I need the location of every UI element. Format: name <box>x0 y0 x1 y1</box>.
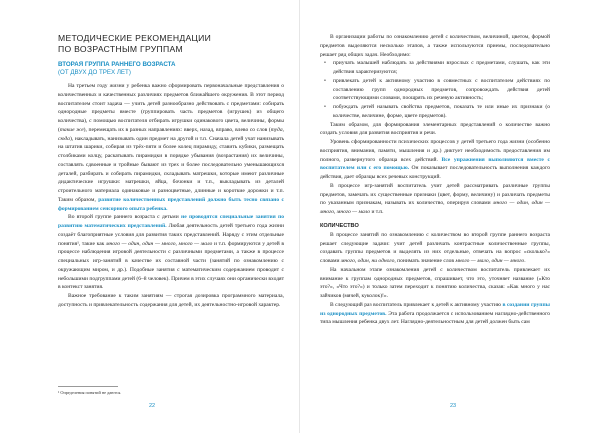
text: В следующий раз воспитатель привлекает к детей к активному участию <box>330 301 503 308</box>
emphasis: такие же <box>59 126 84 133</box>
list-item: • приучать малышей наблюдать за действиями взрослых с предметами, слушать, как эти действия характеризуются; <box>328 59 550 77</box>
text: и т.п. формируются у детей в процессе наблюдения игровой деятельности с различными предметами, а также в процессе специальных игр-занятий в качестве их составной части (занятий по ознакомлению с окружающим миром, и др.). Подобные занятия с математическим содержанием проводит с небольшими подгруппами детей (6–8 человек). Причем в этих случаях они органически входят в контекст занятия. <box>58 240 285 291</box>
paragraph: В организации работы по ознакомлению детей с количеством, величиной, цветом, формой предметов выделяются несколько этапов, а также используются приемы, последовательно решает ряд общих задач. Необходимо: <box>320 34 550 58</box>
chapter-title-line-1: МЕТОДИЧЕСКИЕ РЕКОМЕНДАЦИИ <box>58 33 212 43</box>
section-subheading: (ОТ ДВУХ ДО ТРЕХ ЛЕТ) <box>58 68 131 76</box>
footnote-rule <box>58 386 118 387</box>
text: Во второй группе раннего возраста с детьми <box>68 214 181 221</box>
text: Уровень сформированности психических процессов у детей третьего года жизни (особенно восприятия, внимания, памяти, мышления и др.) диктует необходимость предоставления им полного, развернутого образца всех действий. <box>320 139 550 163</box>
task-list <box>320 59 550 120</box>
paragraph <box>58 82 284 213</box>
paragraph <box>58 213 284 292</box>
text: Любая деятельность детей третьего года жизни создаёт благоприятные условия для развития таких представлений. Наряду с этим отдельные понятия¹, такие как <box>58 223 284 247</box>
list-item: • побуждать детей называть свойства предметов, показать те или иные их признаки (о количестве, величине, форме, цвете предметов). <box>328 103 550 121</box>
paragraph <box>320 231 550 266</box>
text: ), накладывать, нанизывать один предмет на другой и т.п. Сначала детей учат нанизывать на штатив шарики, собирая из трёх-пяти и более колец пирамиду, ставить кубики, размещать столбиками колцу, раскатывать пирамидки в порядке убывания (возрастания) их величины, составлять сдвоенные и тройные бывают из трех и более последовательно уменьшающихся деталей, разбирать и собирать пирамидки, складывать матрешки, которые имеют различные дидактические игрушки: матрешки, яйца, бочонки и т.п., выкладывать из деталей строительного материала одинаковые и разноцветные, длинные и короткие дорожки и т.п. Таким образом, <box>58 135 284 203</box>
emphasis: много — один, один — много, много — мало <box>106 240 213 247</box>
chapter-title-line-2: ПО ВОЗРАСТНЫМ ГРУППАМ <box>58 43 183 54</box>
text: . <box>524 258 526 264</box>
text: , понимать значение слов <box>394 258 456 264</box>
highlight-text: развитие количественных представлений должно быть тесно связано с формированием сенсорного опыта ребенка. <box>58 196 284 212</box>
left-column <box>58 33 284 310</box>
page-number: 22 <box>149 403 156 409</box>
highlight-text: Все упражнения выполняются вместе с воспитателем или с его помощью. <box>320 156 550 172</box>
text: В процессе игр-занятий воспитатель учит детей рассматривать различные группы предметов, замечать их существенные признаки (цвет, форму, величину) и различать предметы по указанным признакам, называть их количество, оперируя словами <box>320 182 550 207</box>
paragraph: Таким образом, для формирования элементарных представлений о количестве важно создать условия для развития восприятия и речи. <box>320 121 550 137</box>
section-heading: ВТОРАЯ ГРУППА РАННЕГО ВОЗРАСТА <box>58 61 176 68</box>
emphasis: много, один, ни одного <box>340 258 395 264</box>
paragraph <box>320 182 550 217</box>
paragraph: На начальном этапе ознакомления детей с количеством воспитатель привлекает их внимание к группам однородных предметов, спрашивает, что это, уточняет название («Кто это?», «Что это?») и только затем переходит к понятию количества, сказав: «Как много у нас зайчиков (мячей, куколок)!». <box>320 266 550 299</box>
emphasis: туда, сюда <box>58 126 284 142</box>
text: Эта работа продолжается с использованием наглядно-действенного типа мышления ребенка двух лет. Наглядно-деятельностным для детей должен быть сам <box>320 310 550 326</box>
list-item: • привлекать детей к активному участию в совместных с воспитателем действиях по составлению групп однородных предметов, сопровождать действия детей соответствующими словами, поощрять их речевую активность; <box>328 77 550 103</box>
subsection-heading: КОЛИЧЕСТВО <box>320 222 359 229</box>
highlight-text: не проводятся специальные занятия по развитию математических представлений. <box>58 214 284 230</box>
paragraph: Важное требование к таким занятиям — строгая дозировка программного материала, доступность и привлекательность содержания для детей, их деятельностно-игровой характер. <box>58 293 284 308</box>
text: В процессе занятий по ознакомлению с количеством во второй группе раннего возраста решает следующие задачи: учит детей различать контрастные количественные группы, создавать группы предметов и выделять из них отдельные, отвечать на вопрос «сколько?» словами <box>320 231 550 264</box>
emphasis: много — мало, один — много <box>455 258 525 264</box>
highlight-text: в создании группы из однородных предметов. <box>320 301 550 317</box>
footnote: ¹ Определения понятий не даются. <box>58 390 122 395</box>
emphasis: много — один, один — много, много — мало <box>320 200 550 215</box>
paragraph <box>320 301 550 327</box>
right-column <box>320 33 550 327</box>
text: ), перемещать их в разных направлениях: вверх, назад, вправо, влево со слов ( <box>83 126 271 133</box>
page-number: 23 <box>450 403 457 409</box>
paragraph <box>320 138 550 182</box>
text: и т.п. <box>370 209 384 215</box>
text: На третьем году жизни у ребенка важно сформировать первоначальные представления о количественных и качественных различиях предметов ближайшего окружения. В этот период воспитателем стоит задача — учить детей разнообразно действовать с предметами: собирать однородные предметы вместе (группировать часть предметов (игрушек) из общего количества), с помощью воспитателя отбирать игрушки одинакового цвета, величины, формы ( <box>58 83 284 133</box>
text: Он показывает последовательность выполнения каждого действия, дает образцы всех речевых конструкций. <box>320 165 550 180</box>
chapter-title <box>58 33 284 54</box>
right-page <box>300 0 600 433</box>
